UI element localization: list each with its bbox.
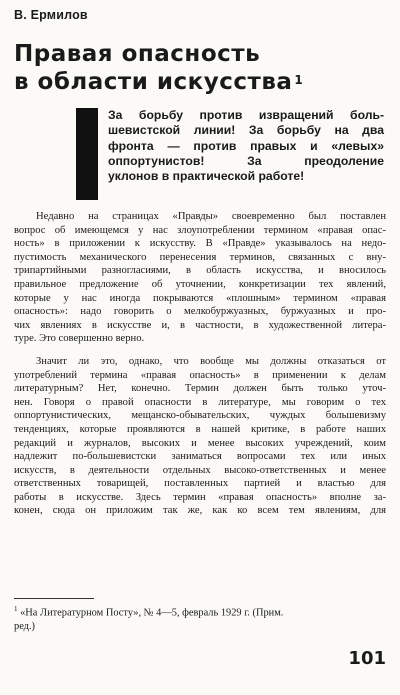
body-line: оппортунистических, мещанско-обывательских, чуждых большевизму xyxy=(14,410,386,422)
body-line: пустимость механического перенесения терминов, связанных с вну- xyxy=(14,251,386,263)
body-line: Значит ли это, однако, что вообще мы должны отказаться от xyxy=(36,355,386,367)
paragraph-2 xyxy=(14,355,386,518)
footnote-line-1: $^1$ «На Литературном Посту», № 4—5, февраль 1929 г. (Прим. xyxy=(14,605,284,619)
page-number: 101 xyxy=(348,648,386,669)
body-line: ответственных товарищей, поставленных партией и властью для xyxy=(14,478,386,490)
body-line: вопрос об имеющемся у нас злоупотреблении термином «правая опас- xyxy=(14,224,386,236)
body-line: правильное предложение об уточнении, конкретизации тех явлений, xyxy=(14,278,386,290)
body-line: которые у нас иногда покрываются «плошным» термином «правая xyxy=(14,292,386,304)
body-line: работы в искусстве. Здесь термин «правая опасность» вполне за- xyxy=(14,491,386,503)
title-footnote-mark: 1 xyxy=(294,73,304,87)
article-title xyxy=(14,40,394,96)
article-body xyxy=(14,210,386,518)
footnote-line-2: ред.) xyxy=(14,621,36,633)
paragraph-1 xyxy=(14,210,386,346)
body-line: трипартийными разногласиями, в область искусства, и вносилось xyxy=(14,265,386,277)
footnote-mark: 1 xyxy=(14,605,18,613)
lead-line: шевистской линии! За борьбу на два xyxy=(108,123,384,138)
body-line: тенденциях, которые проявляются в нашей критике, в работе наших xyxy=(14,423,386,435)
body-line: редакций и журналов, высоких и менее высоких учреждений, коим xyxy=(14,437,386,449)
title-line-2: в области искусства $^1$ xyxy=(14,69,304,95)
body-line: искусств, в деятельности отдельных высоко-ответственных и менее xyxy=(14,464,386,476)
lead-line: оппортунистов! За преодоление xyxy=(108,153,384,168)
body-line: употреблений термина «правая опасность» в применении к делам xyxy=(14,369,386,381)
author-name: В. Ермилов xyxy=(14,8,88,22)
body-line: надлежит по-большевистски заниматься вопросами тех или иных xyxy=(14,451,386,463)
lead-line: уклонов в практической работе! xyxy=(108,169,305,184)
lead-line: За борьбу против извращений боль- xyxy=(108,108,384,122)
body-line: нен. Говоря о правой опасности в литературе, мы говорим о тех xyxy=(14,396,386,408)
body-line: Недавно на страницах «Правды» своевременно был поставлен xyxy=(36,211,386,222)
body-line: литературным? Нет, конечно. Термин должен быть только уточ- xyxy=(14,383,386,395)
body-line: конен, сюда он приложим так же, как ко всем тем явлениям, для xyxy=(14,505,386,517)
body-line: чих явлениях в искусстве и, в частности, в художественной литера- xyxy=(14,319,386,331)
body-line: опасность»: надо говорить о мелкобуржуазных, буржуазных и про- xyxy=(14,306,386,318)
footnote xyxy=(14,603,386,634)
body-line: ность» в приложении к искусству. В «Правде» указывалось на недо- xyxy=(14,238,386,250)
lead-line: фронта — против правых и «левых» xyxy=(108,138,384,153)
footnote-divider xyxy=(14,598,94,599)
decorative-initial-bar xyxy=(76,108,98,200)
title-line-1: Правая опасность xyxy=(14,41,261,67)
lead-slogan xyxy=(108,108,384,184)
body-line: туре. Это совершенно верно. xyxy=(14,333,145,345)
